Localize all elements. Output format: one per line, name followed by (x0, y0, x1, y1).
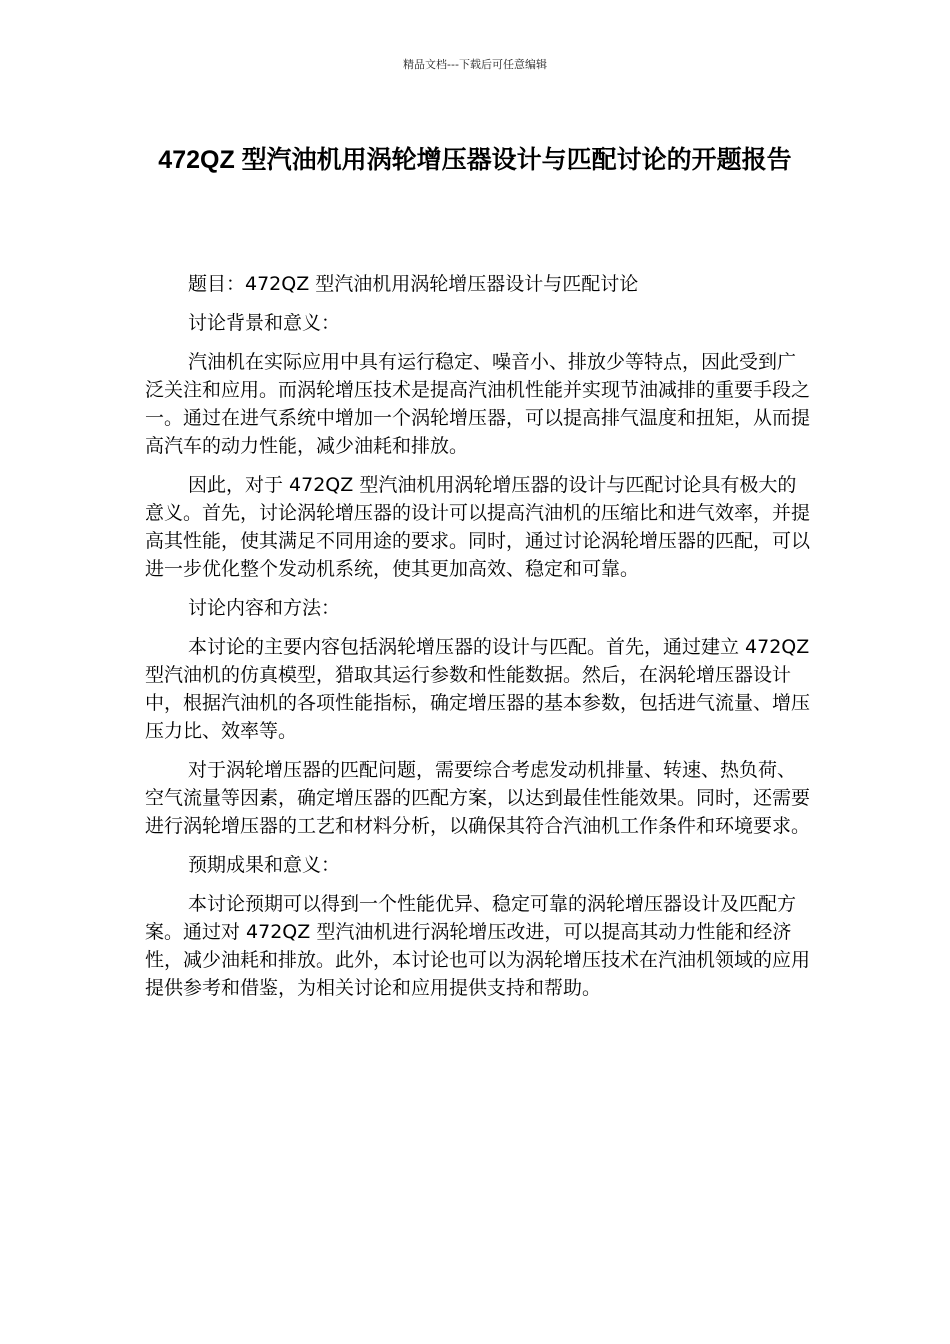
expected-results-paragraph: 本讨论预期可以得到一个性能优异、稳定可靠的涡轮增压器设计及匹配方案。通过对 472QZ 型汽油机进行涡轮增压改进，可以提高其动力性能和经济性，减少油耗和排放。此外，本讨论也可以为涡轮增压技术在汽油机领域的应用提供参考和借鉴，为相关讨论和应用提供支持和帮助。 (145, 893, 811, 999)
document-title: 472QZ 型汽油机用涡轮增压器设计与匹配讨论的开题报告 (158, 146, 792, 174)
matching-paragraph: 对于涡轮增压器的匹配问题，需要综合考虑发动机排量、转速、热负荷、空气流量等因素，确定增压器的匹配方案，以达到最佳性能效果。同时，还需要进行涡轮增压器的工艺和材料分析，以确保其符合汽油机工作条件和环境要求。 (145, 759, 811, 837)
section-heading-content-method: 讨论内容和方法： (188, 597, 341, 619)
background-paragraph: 汽油机在实际应用中具有运行稳定、噪音小、排放少等特点，因此受到广泛关注和应用。而涡轮增压技术是提高汽油机性能并实现节油减排的重要手段之一。通过在进气系统中增加一个涡轮增压器，可以提高排气温度和扭矩，从而提高汽车的动力性能，减少油耗和排放。 (145, 351, 811, 457)
document-body (145, 270, 810, 1013)
content-paragraph: 本讨论的主要内容包括涡轮增压器的设计与匹配。首先，通过建立 472QZ 型汽油机的仿真模型，猎取其运行参数和性能数据。然后，在涡轮增压器设计中，根据汽油机的各项性能指标，确定增压器的基本参数，包括进气流量、增压压力比、效率等。 (145, 636, 811, 742)
page-header: 精品文档---下载后可任意编辑 (403, 58, 547, 71)
significance-paragraph: 因此，对于 472QZ 型汽油机用涡轮增压器的设计与匹配讨论具有极大的意义。首先，讨论涡轮增压器的设计可以提高汽油机的压缩比和进气效率，并提高其性能，使其满足不同用途的要求。同时，通过讨论涡轮增压器的匹配，可以进一步优化整个发动机系统，使其更加高效、稳定和可靠。 (145, 474, 811, 580)
topic-line: 题目：472QZ 型汽油机用涡轮增压器设计与匹配讨论 (188, 273, 639, 295)
section-heading-expected-results: 预期成果和意义： (188, 854, 341, 876)
section-heading-background: 讨论背景和意义： (188, 312, 341, 334)
